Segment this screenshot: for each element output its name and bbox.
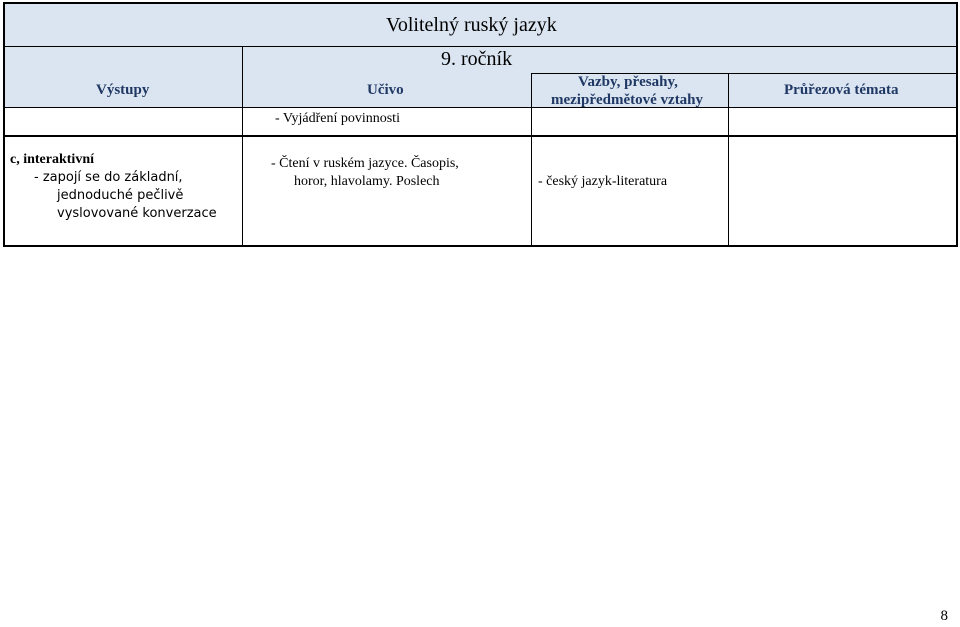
header-bottom-border [3, 107, 958, 108]
table-border-left [3, 2, 5, 247]
outputs-line-4: vyslovované konverzace [57, 206, 217, 221]
table-border-right [956, 2, 958, 247]
outputs-line-1: c, interaktivní [10, 152, 94, 167]
grade-label: 9. ročník [441, 48, 513, 70]
table-border-bottom [3, 245, 958, 247]
curriculum-header-item: - Vyjádření povinnosti [275, 111, 400, 126]
column-divider-1 [242, 46, 243, 246]
page-title: Volitelný ruský jazyk [386, 14, 557, 36]
column-divider-2 [531, 73, 532, 246]
column-header-curriculum: Učivo [367, 82, 404, 98]
curriculum-line-2: horor, hlavolamy. Poslech [294, 174, 440, 189]
outputs-line-3: jednoduché pečlivě [57, 188, 184, 203]
outputs-line-2: - zapojí se do základní, [34, 170, 183, 185]
links-item: - český jazyk-literatura [538, 174, 668, 189]
column-header-links-line2: mezipředmětové vztahy [551, 92, 704, 108]
table-border-top [3, 2, 958, 4]
column-header-cross-themes: Průřezová témata [784, 82, 899, 98]
page-number: 8 [940, 608, 948, 624]
column-divider-3 [728, 73, 729, 246]
curriculum-line-1: - Čtení v ruském jazyce. Časopis, [271, 156, 459, 171]
title-separator [3, 46, 958, 47]
column-header-links-line1: Vazby, přesahy, [578, 74, 678, 90]
header-gap-border [3, 135, 958, 137]
column-header-outputs: Výstupy [96, 82, 150, 98]
